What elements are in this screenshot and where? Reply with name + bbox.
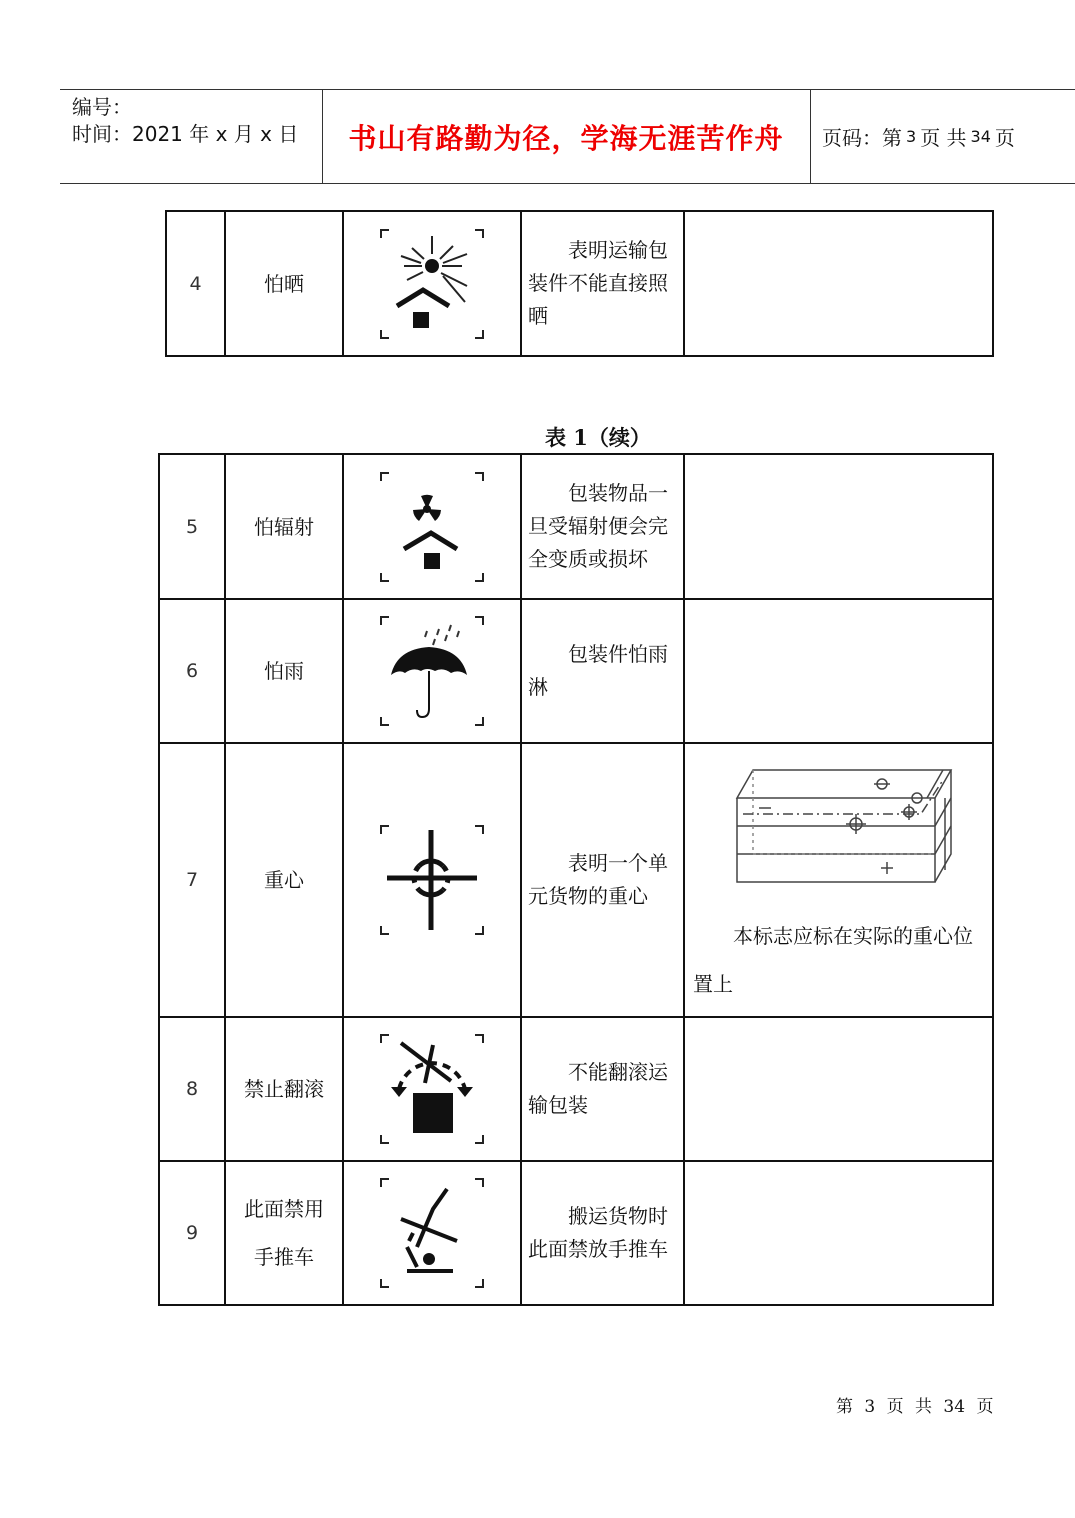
page-footer: 第 3 页 共 34 页 (836, 1397, 994, 1417)
crate-illustration (731, 764, 961, 892)
row-name: 重心 (225, 743, 343, 1017)
row-description: 包装物品一旦受辐射便会完全变质或损坏 (521, 454, 684, 599)
avoid-radiation-icon (377, 469, 487, 585)
no-hand-truck-icon (377, 1175, 487, 1291)
row-description: 包装件怕雨淋 (521, 599, 684, 743)
no-rolling-icon (377, 1031, 487, 1147)
row-name: 禁止翻滚 (225, 1017, 343, 1161)
center-of-gravity-icon (377, 822, 487, 938)
note-text: 本标志应标在实际的重心位置上 (693, 924, 973, 996)
row-name: 此面禁用 手推车 (225, 1161, 343, 1305)
serial-label: 编号： (72, 95, 132, 119)
row-note (684, 599, 993, 743)
table-row (159, 599, 993, 743)
row-number: 9 (159, 1161, 225, 1305)
row-description: 表明一个单元货物的重心 (521, 743, 684, 1017)
time-label: 时间：2021 年 x 月 x 日 (72, 122, 299, 146)
row-note (684, 1017, 993, 1161)
table-caption: 表 1（续） (545, 425, 651, 450)
table-row (159, 454, 993, 599)
row-number: 7 (159, 743, 225, 1017)
symbols-table (158, 453, 994, 1306)
row-number: 5 (159, 454, 225, 599)
header-divider (810, 90, 811, 183)
row-description: 不能翻滚运输包装 (521, 1017, 684, 1161)
header-motto: 书山有路勤为径，学海无涯苦作舟 (348, 121, 784, 155)
row-note (684, 211, 993, 356)
header-page-number: 页码：第 3 页 共 34 页 (822, 126, 1015, 150)
row-number: 8 (159, 1017, 225, 1161)
row-description: 搬运货物时此面禁放手推车 (521, 1161, 684, 1305)
row-name: 怕雨 (225, 599, 343, 743)
row-name: 怕晒 (225, 211, 343, 356)
row-number: 4 (166, 211, 225, 356)
avoid-sun-icon (377, 226, 487, 342)
row-note (684, 454, 993, 599)
row-description: 表明运输包装件不能直接照晒 (521, 211, 684, 356)
keep-dry-umbrella-icon (377, 613, 487, 729)
page-header (60, 89, 1075, 184)
row-note (684, 743, 993, 1017)
table-row (159, 1161, 993, 1305)
row-number: 6 (159, 599, 225, 743)
symbols-table-top (165, 210, 994, 357)
row-note (684, 1161, 993, 1305)
row-name: 怕辐射 (225, 454, 343, 599)
table-row (159, 743, 993, 1017)
header-meta (72, 94, 298, 148)
table-row (159, 1017, 993, 1161)
table-row (166, 211, 993, 356)
